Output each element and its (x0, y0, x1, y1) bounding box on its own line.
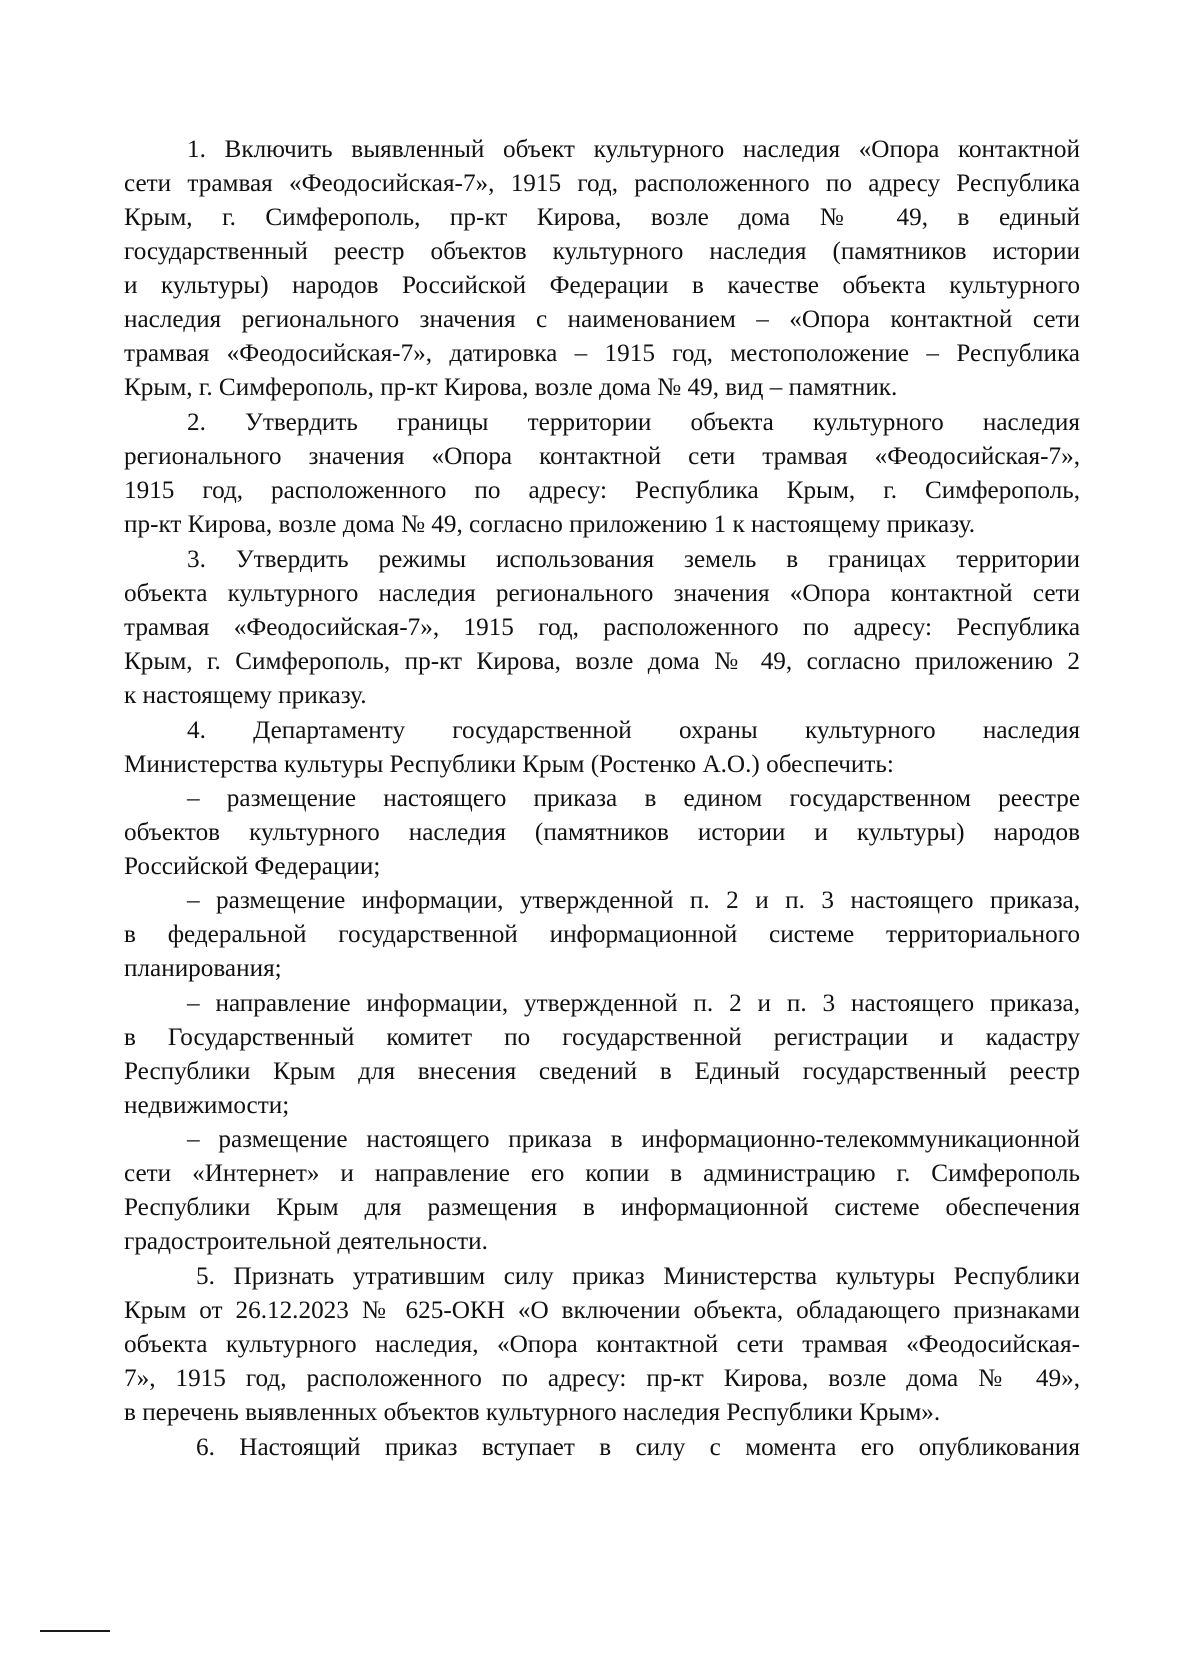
text-line: к настоящему приказу. (124, 682, 367, 709)
text-line: Республики Крым для внесения сведений в Единый государственный реестр (124, 1058, 1080, 1085)
text-line: 5. Признать утратившим силу приказ Министерства культуры Республики (196, 1263, 1080, 1290)
text-line: 4. Департаменту государственной охраны культурного наследия (187, 717, 1080, 744)
text-line: трамвая «Феодосийская-7», датировка – 1915 год, местоположение – Республика (124, 340, 1080, 367)
text-line: 3. Утвердить режимы использования земель в границах территории (187, 546, 1080, 573)
text-line: Республики Крым для размещения в информационной системе обеспечения (124, 1194, 1080, 1221)
text-line: регионального значения «Опора контактной сети трамвая «Феодосийская-7», (124, 443, 1080, 470)
text-line: Министерства культуры Республики Крым (Ростенко А.О.) обеспечить: (124, 751, 894, 778)
text-line: – размещение настоящего приказа в едином государственном реестре (187, 785, 1080, 812)
text-line: – размещение информации, утвержденной п. 2 и п. 3 настоящего приказа, (187, 887, 1080, 914)
text-line: трамвая «Феодосийская-7», 1915 год, расположенного по адресу: Республика (124, 614, 1080, 641)
text-line: недвижимости; (124, 1092, 290, 1119)
text-line: сети «Интернет» и направление его копии в администрацию г. Симферополь (124, 1160, 1080, 1187)
text-line: объекта культурного наследия, «Опора контактной сети трамвая «Феодосийская- (124, 1331, 1080, 1358)
text-line: государственный реестр объектов культурного наследия (памятников истории (124, 238, 1080, 265)
text-line: 1. Включить выявленный объект культурного наследия «Опора контактной (187, 136, 1080, 163)
text-line: в федеральной государственной информационной системе территориального (124, 921, 1080, 948)
text-line: и культуры) народов Российской Федерации в качестве объекта культурного (124, 272, 1080, 299)
text-line: Крым, г. Симферополь, пр-кт Кирова, возле дома № 49, согласно приложению 2 (124, 648, 1080, 675)
text-line: градостроительной деятельности. (124, 1228, 488, 1255)
text-line: объектов культурного наследия (памятников истории и культуры) народов (124, 819, 1080, 846)
footer-rule (40, 1630, 110, 1632)
text-line: в Государственный комитет по государственной регистрации и кадастру (124, 1024, 1080, 1051)
text-line: – направление информации, утвержденной п. 2 и п. 3 настоящего приказа, (187, 990, 1080, 1017)
text-line: в перечень выявленных объектов культурного наследия Республики Крым». (124, 1399, 941, 1426)
text-line: наследия регионального значения с наименованием – «Опора контактной сети (124, 306, 1080, 333)
text-line: 7», 1915 год, расположенного по адресу: пр-кт Кирова, возле дома № 49», (124, 1365, 1080, 1392)
text-line: объекта культурного наследия регионального значения «Опора контактной сети (124, 580, 1080, 607)
text-line: сети трамвая «Феодосийская-7», 1915 год, расположенного по адресу Республика (124, 170, 1080, 197)
text-line: 6. Настоящий приказ вступает в силу с момента его опубликования (196, 1434, 1080, 1461)
text-line: Крым от 26.12.2023 № 625-ОКН «О включении объекта, обладающего признаками (124, 1297, 1080, 1324)
text-line: Крым, г. Симферополь, пр-кт Кирова, возле дома № 49, в единый (124, 204, 1080, 231)
text-line: Крым, г. Симферополь, пр-кт Кирова, возле дома № 49, вид – памятник. (124, 374, 898, 401)
text-line: – размещение настоящего приказа в информационно-телекоммуникационной (187, 1126, 1080, 1153)
text-line: планирования; (124, 955, 282, 982)
text-line: 2. Утвердить границы территории объекта культурного наследия (187, 409, 1080, 436)
text-line: Российской Федерации; (124, 853, 381, 880)
text-line: пр-кт Кирова, возле дома № 49, согласно приложению 1 к настоящему приказу. (124, 511, 976, 538)
text-line: 1915 год, расположенного по адресу: Республика Крым, г. Симферополь, (124, 477, 1080, 504)
